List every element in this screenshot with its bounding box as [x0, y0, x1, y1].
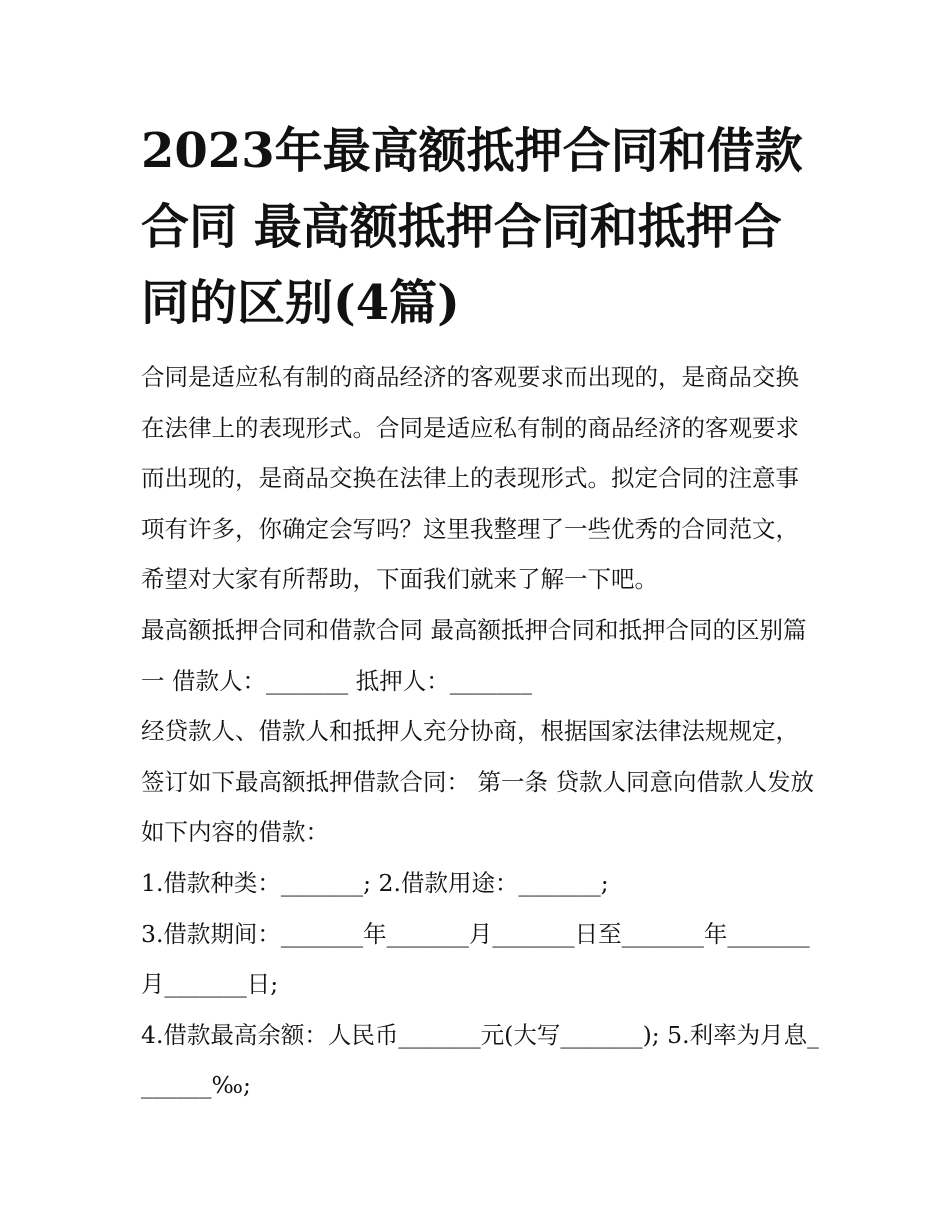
loan-items-1-2: 1.借款种类：_______; 2.借款用途：_______;: [141, 868, 609, 897]
loan-items-4-5: 4.借款最高余额：人民币_______元(大写_______); 5.利率为月息_______‰;: [141, 1020, 819, 1100]
intro-paragraph: 合同是适应私有制的商品经济的客观要求而出现的，是商品交换在法律上的表现形式。合同是适应私有制的商品经济的客观要求而出现的，是商品交换在法律上的表现形式。拟定合同的注意事项有许多，你确定会写吗？这里我整理了一些优秀的合同范文，希望对大家有所帮助，下面我们就来了解一下吧。: [141, 363, 799, 594]
agreement-intro-paragraph: 经贷款人、借款人和抵押人充分协商，根据国家法律法规规定，签订如下最高额抵押借款合同： 第一条 贷款人同意向借款人发放如下内容的借款：: [141, 717, 814, 847]
section-heading: 最高额抵押合同和借款合同 最高额抵押合同和抵押合同的区别篇一 借款人：_______ 抵押人：_______: [141, 615, 807, 695]
document-title: 2023年最高额抵押合同和借款合同 最高额抵押合同和抵押合同的区别(4篇): [141, 123, 803, 331]
loan-item-3: 3.借款期间：_______年_______月_______日至_______年_______月_______日;: [141, 919, 810, 999]
document-body: [141, 352, 821, 1111]
